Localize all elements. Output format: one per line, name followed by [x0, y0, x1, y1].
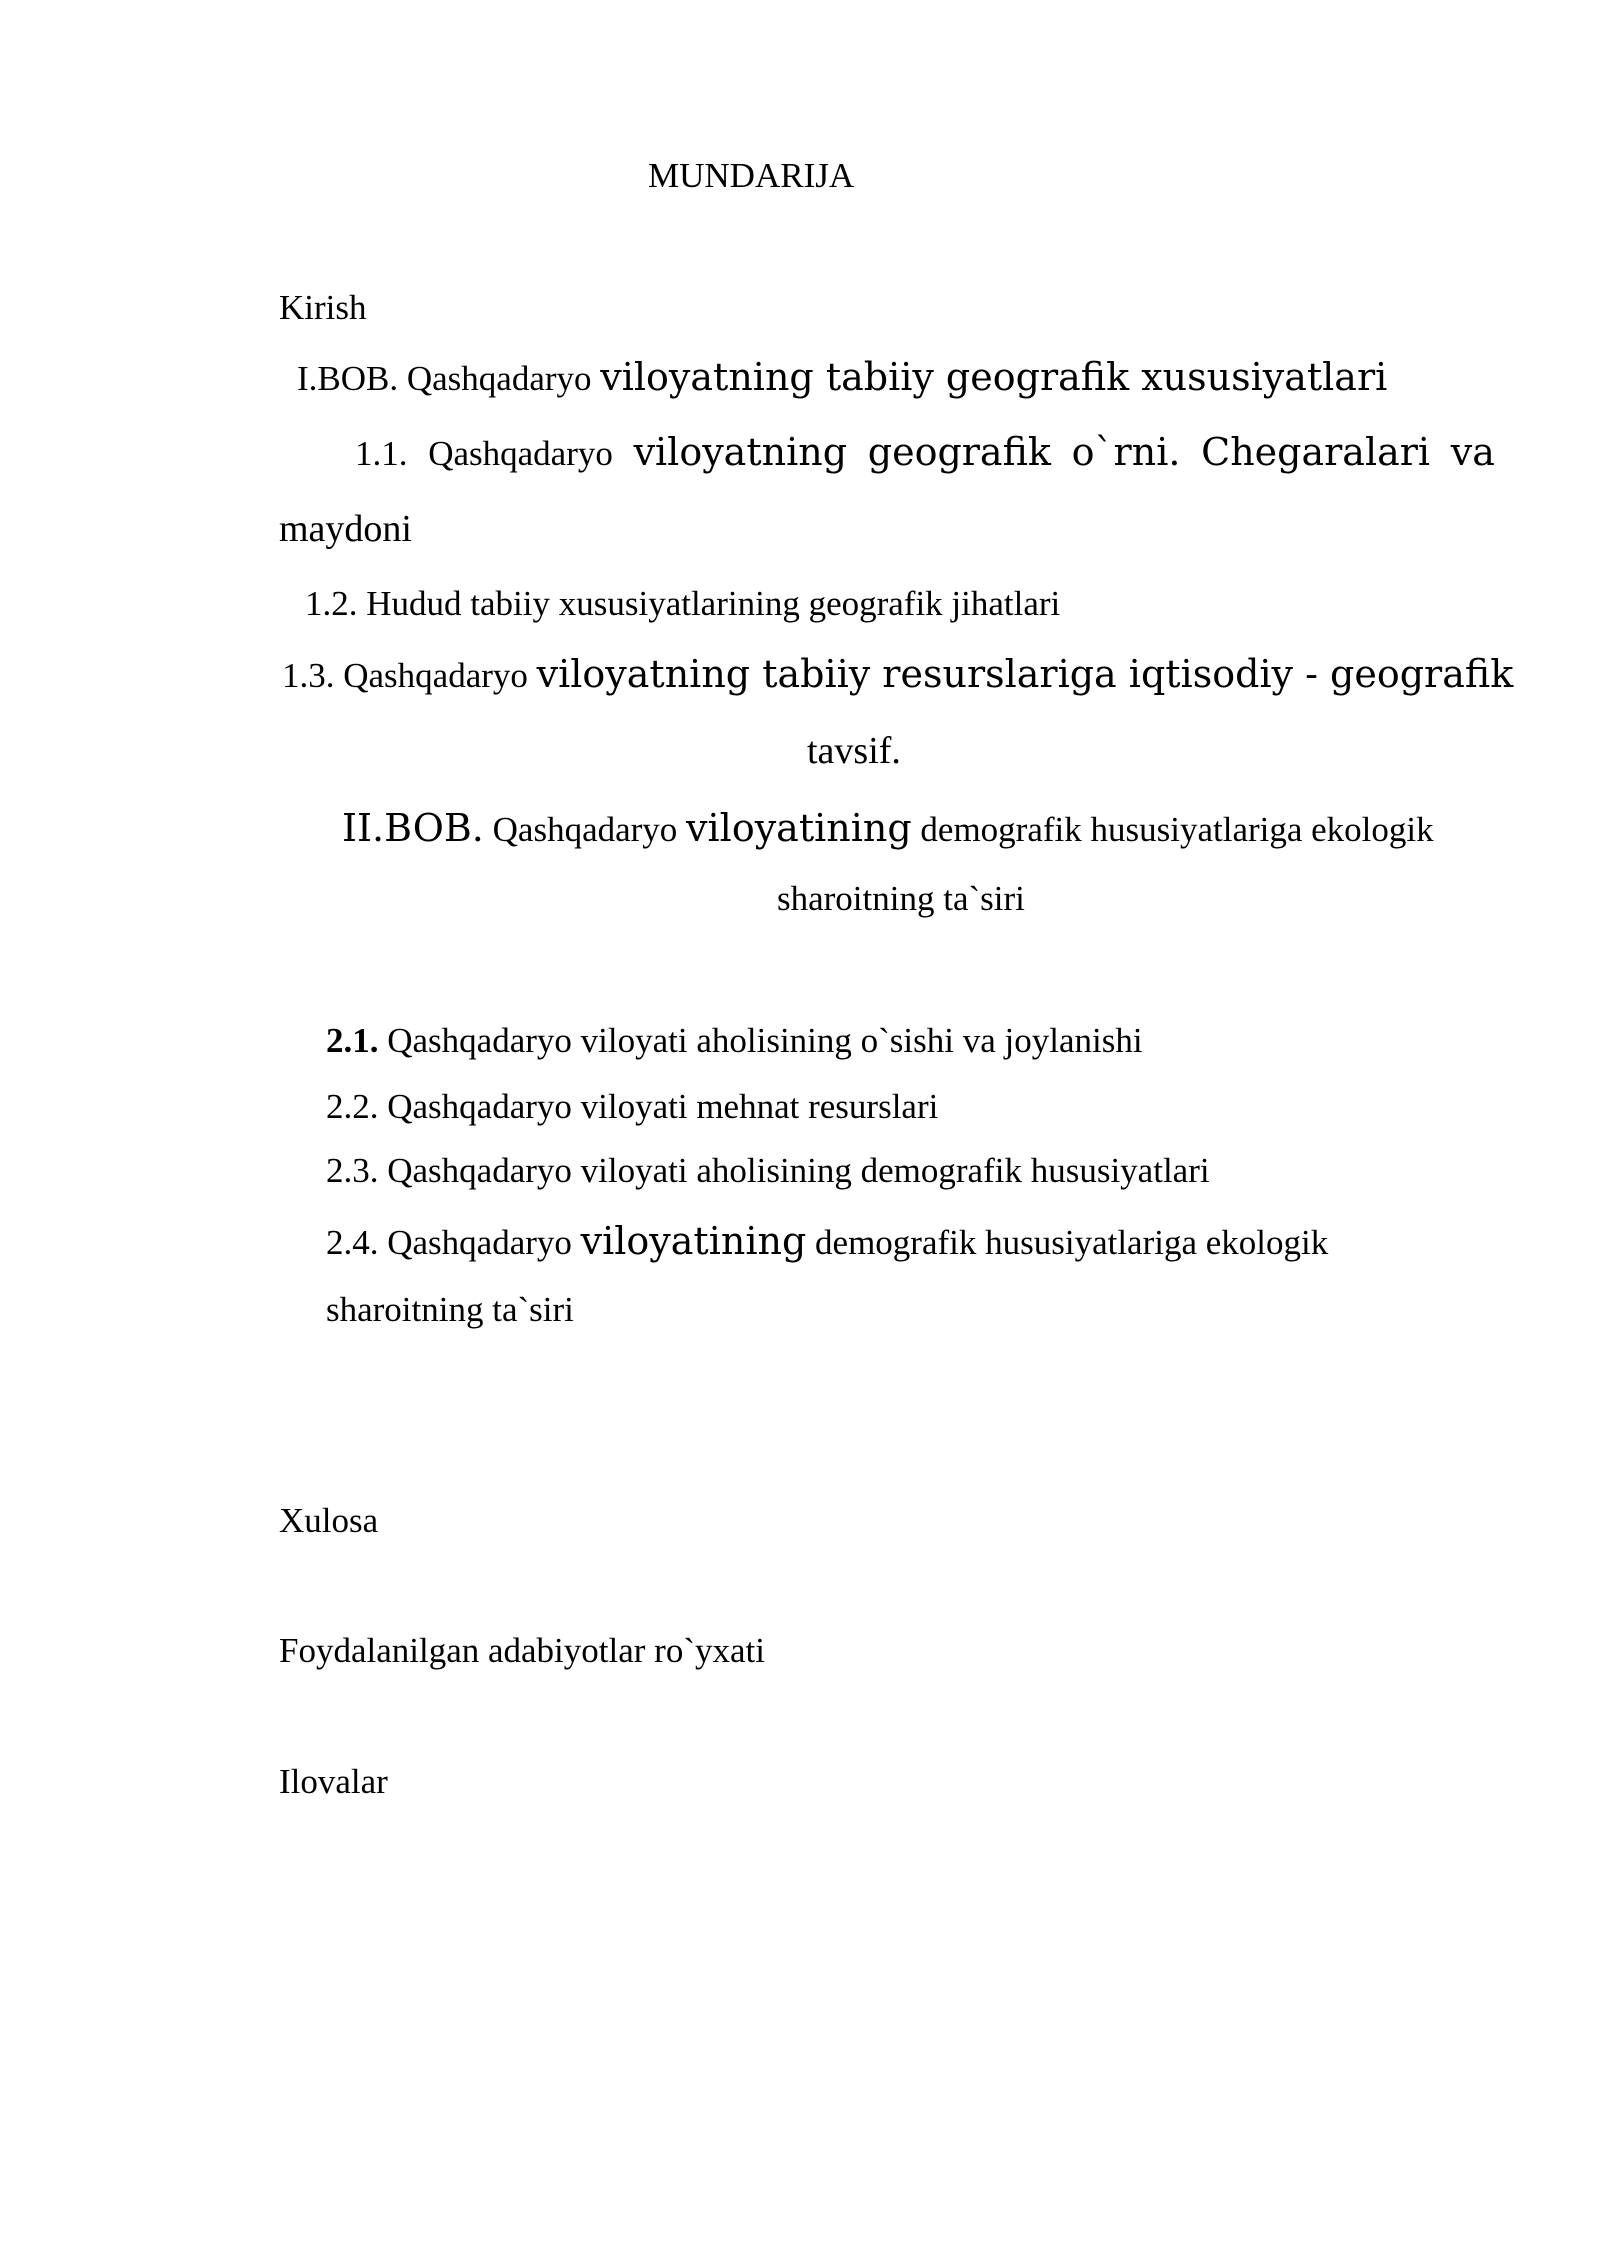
toc-entry-1-1: [355, 430, 1495, 474]
section-1-1-word-4: Chegaralari: [1201, 430, 1431, 474]
toc-entry-1-3: [282, 652, 1514, 696]
toc-title: MUNDARIJA: [648, 156, 855, 195]
toc-entry-2-2: 2.2. Qashqadaryo viloyati mehnat resurslari: [326, 1087, 939, 1126]
chapter-2-word: viloyatining: [686, 806, 912, 850]
toc-entry-kirish: Kirish: [279, 288, 367, 327]
section-2-4-number: 2.4.: [326, 1223, 379, 1262]
section-1-1-word-1: viloyatning: [633, 430, 848, 474]
chapter-1-title: viloyatning tabiiy geografik xususiyatlari: [600, 355, 1388, 399]
section-1-3-number: 1.3.: [282, 656, 335, 695]
toc-entry-2-3: 2.3. Qashqadaryo viloyati aholisining demografik hususiyatlari: [326, 1151, 1210, 1190]
toc-entry-chapter-2: [342, 806, 1434, 850]
toc-entry-2-4: [326, 1219, 1329, 1263]
toc-entry-1-3-continued: tavsif.: [807, 730, 901, 772]
section-2-4-place: Qashqadaryo: [387, 1223, 572, 1262]
section-1-1-word-2: geografik: [867, 430, 1051, 474]
section-1-3-title: viloyatning tabiiy resurslariga iqtisodiy - geografik: [536, 652, 1514, 696]
section-2-4-word: viloyatining: [580, 1219, 807, 1263]
section-2-1-number: 2.1.: [326, 1021, 379, 1060]
toc-entry-1-1-continued: maydoni: [279, 508, 412, 550]
section-1-1-word-5: va: [1450, 430, 1495, 474]
section-1-1-number: 1.1.: [355, 434, 408, 473]
chapter-1-number: I.BOB.: [297, 359, 399, 398]
section-2-4-title: demografik hususiyatlariga ekologik: [815, 1223, 1329, 1262]
toc-entry-2-1: [326, 1023, 1143, 1058]
section-1-1-word-3: o`rni.: [1071, 430, 1181, 474]
toc-entry-2-4-continued: sharoitning ta`siri: [326, 1290, 574, 1329]
toc-entry-chapter-2-continued: sharoitning ta`siri: [777, 879, 1025, 918]
chapter-2-title: demografik hususiyatlariga ekologik: [920, 810, 1434, 849]
chapter-2-place: Qashqadaryo: [492, 810, 678, 849]
toc-entry-adabiyotlar: Foydalanilgan adabiyotlar ro`yxati: [279, 1631, 765, 1670]
toc-entry-xulosa: Xulosa: [279, 1501, 379, 1540]
chapter-1-place: Qashqadaryo: [406, 359, 592, 398]
toc-entry-chapter-1: [297, 355, 1388, 399]
chapter-2-number: II.BOB.: [342, 806, 484, 850]
section-1-1-place: Qashqadaryo: [428, 434, 613, 473]
toc-entry-1-2: 1.2. Hudud tabiiy xususiyatlarining geografik jihatlari: [305, 584, 1061, 623]
section-2-1-title: Qashqadaryo viloyati aholisining o`sishi va joylanishi: [387, 1021, 1143, 1060]
toc-entry-ilovalar: Ilovalar: [279, 1762, 388, 1801]
section-1-3-place: Qashqadaryo: [343, 656, 528, 695]
